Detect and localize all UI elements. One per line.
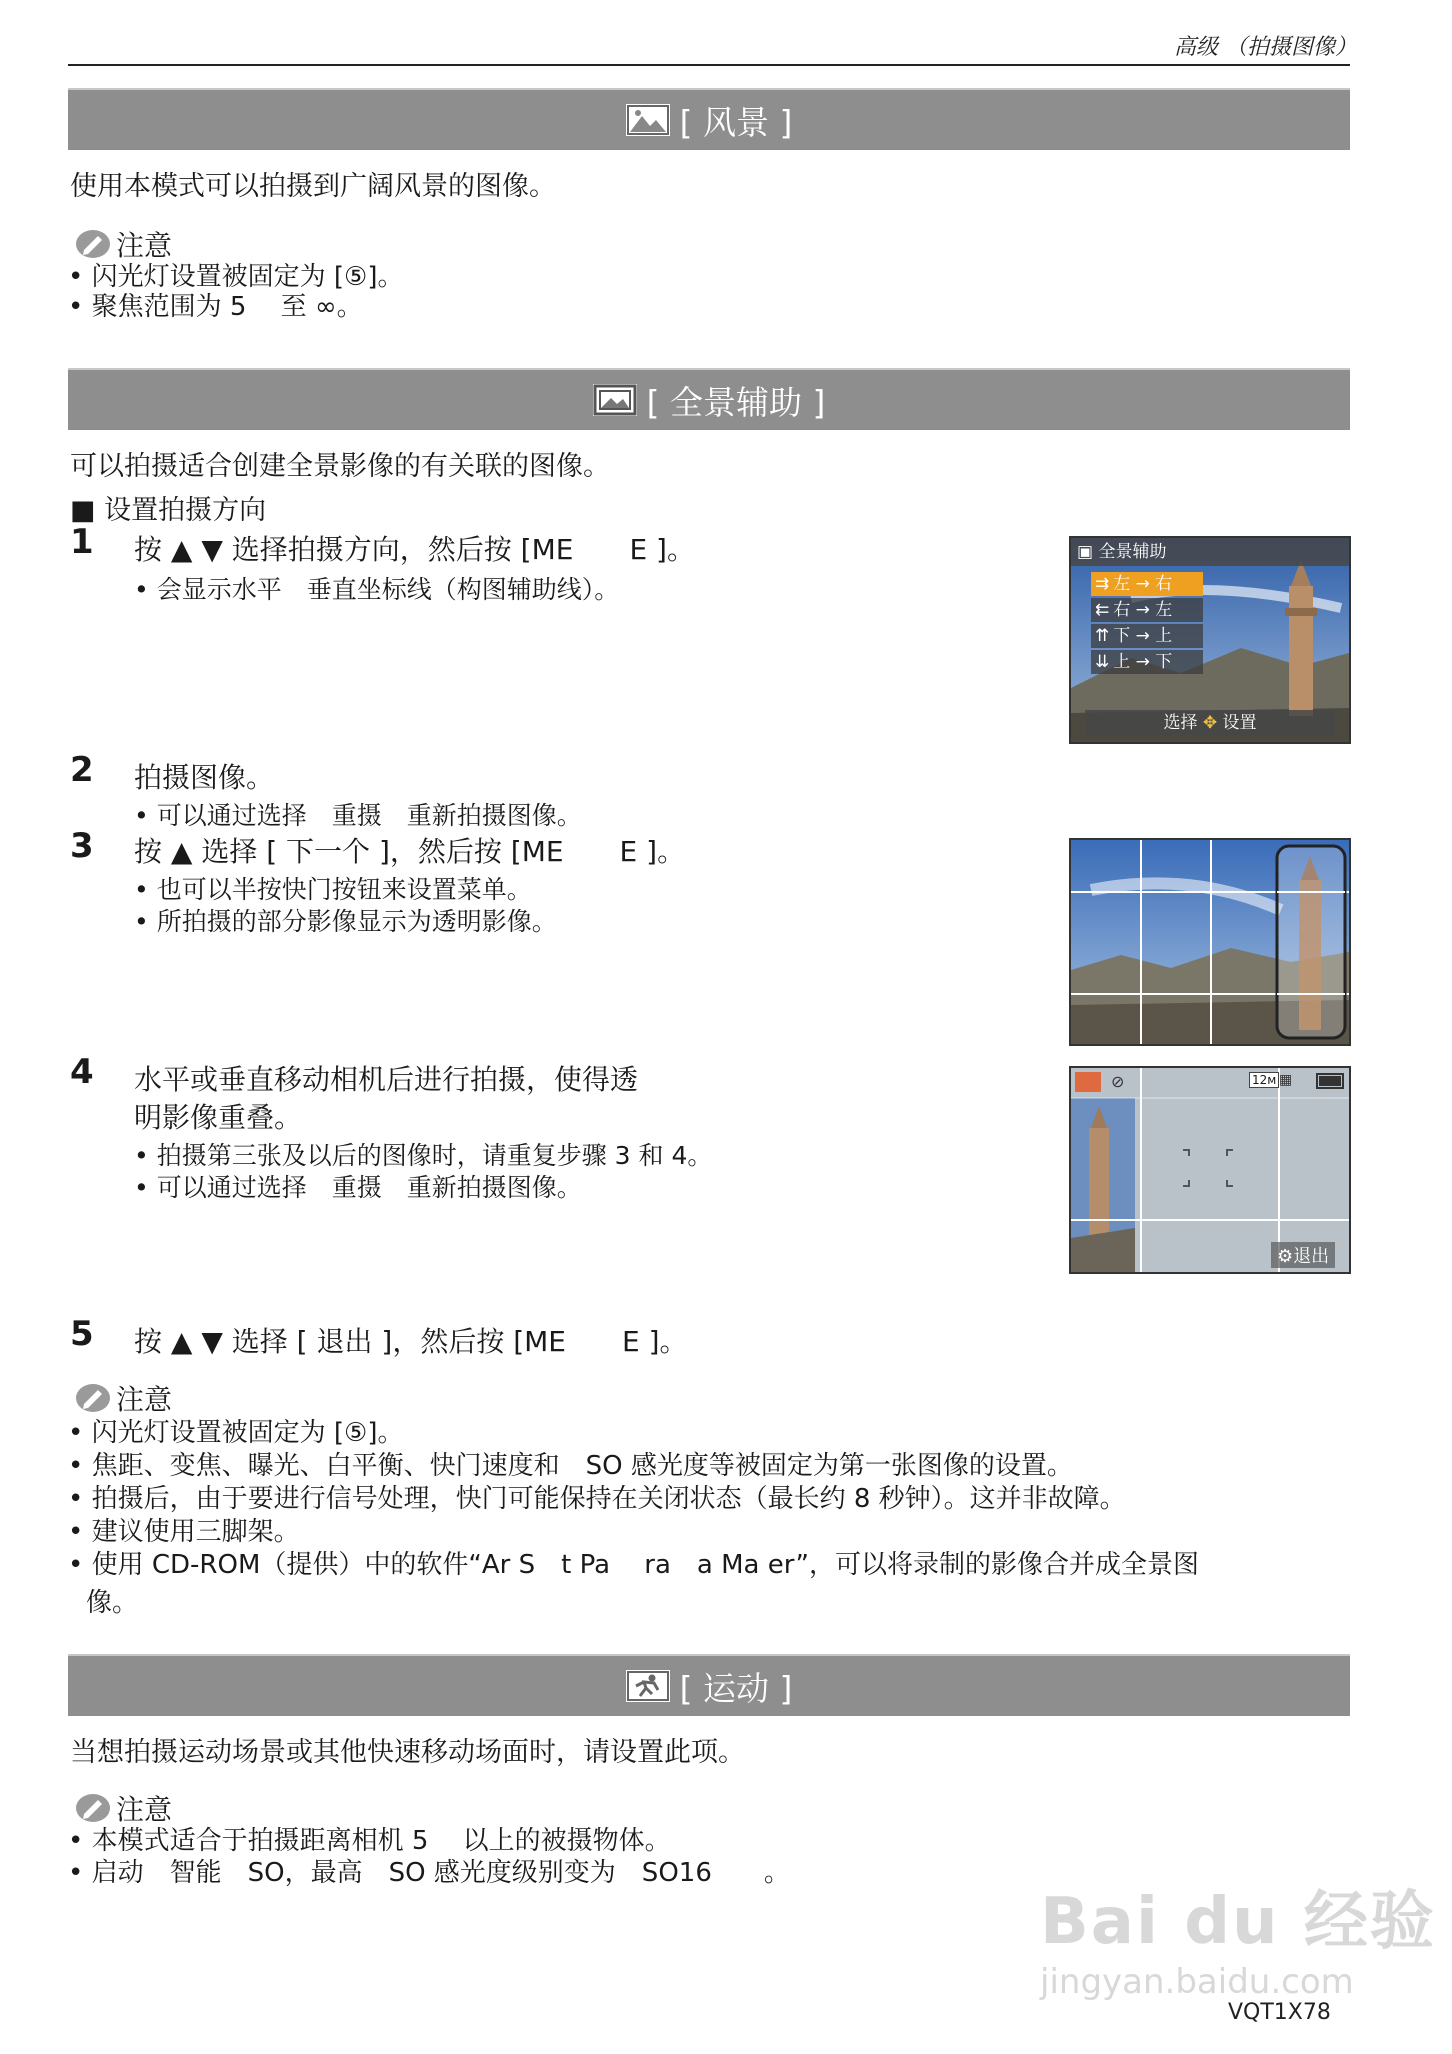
sports-note-2: • 启动 智能 SO，最高 SO 感光度级别变为 SO16 。 [68, 1858, 790, 1888]
step-text-continued: 明影像重叠。 [134, 1101, 303, 1134]
quality-icon: ▦ [1279, 1072, 1293, 1088]
step-number: 5 [70, 1314, 94, 1354]
page-code: VQT1X78 [1228, 2000, 1331, 2025]
note-label: 注意 [116, 1383, 173, 1416]
page-header-title: 高级 （拍摄图像） [1174, 35, 1357, 60]
panorama-subheading: ■ 设置拍摄方向 [70, 495, 267, 526]
step-sub: • 所拍摄的部分影像显示为透明影像。 [134, 902, 557, 938]
baidu-watermark-logo: Bai du 经验 [1040, 1885, 1436, 1959]
option-label: 左 → 右 [1113, 574, 1173, 594]
exit-label: 退出 [1293, 1246, 1330, 1267]
screen-footer [1085, 710, 1335, 736]
section-title-panorama: [ 全景辅助 ] [646, 382, 826, 422]
note-pencil-icon [74, 1792, 112, 1824]
step-sub: • 会显示水平 垂直坐标线（构图辅助线）。 [134, 570, 619, 606]
arrow-up-icon: ⇈ [1095, 626, 1110, 646]
panorama-note-5-continued: 像。 [86, 1588, 139, 1618]
camera-screen-shooting [1069, 1066, 1351, 1274]
sports-note-1: • 本模式适合于拍摄距离相机 5 以上的被摄物体。 [68, 1826, 671, 1856]
landscape-description: 使用本模式可以拍摄到广阔风景的图像。 [70, 171, 556, 202]
step-sub: • 拍摄第三张及以后的图像时，请重复步骤 3 和 4。 [134, 1136, 712, 1172]
flash-off-icon: ⊘ [1111, 1072, 1125, 1091]
direction-option[interactable] [1091, 598, 1203, 622]
panorama-small-icon: ▣ [1077, 542, 1094, 562]
section-title-landscape: [ 风景 ] [679, 102, 793, 142]
direction-option[interactable] [1091, 650, 1203, 674]
step-text: 按 ▲ 选择 [ 下一个 ]，然后按 [ME E ]。 [134, 835, 686, 868]
step-number: 2 [70, 750, 94, 790]
note-label: 注意 [116, 1793, 173, 1826]
section-bar-sports [68, 1656, 1350, 1716]
resolution-badge: 12м [1249, 1072, 1279, 1088]
footer-select: 选择 [1163, 713, 1198, 733]
dpad-icon: ✥ [1202, 713, 1218, 733]
screen-title: 全景辅助 [1098, 542, 1167, 562]
menu-icon: ⚙ [1277, 1246, 1294, 1267]
section-title-sports: [ 运动 ] [679, 1668, 793, 1708]
header-rule [68, 64, 1350, 66]
arrow-down-icon: ⇊ [1095, 652, 1110, 672]
section-bar-landscape [68, 90, 1350, 150]
panorama-note-5: • 使用 CD-ROM（提供）中的软件“Ar S t Pa ra a Ma er”，可以将录制的影像合并成全景图 [68, 1550, 1199, 1580]
landscape-note-2: • 聚焦范围为 5 至 ∞。 [68, 292, 363, 322]
footer-set: 设置 [1222, 713, 1257, 733]
note-heading [74, 1788, 172, 1828]
step-number: 1 [70, 522, 94, 562]
step-number: 4 [70, 1052, 94, 1092]
sports-mode-icon [626, 1670, 670, 1702]
note-pencil-icon [74, 1382, 112, 1414]
camera-screen-direction-menu [1069, 536, 1351, 744]
panorama-note-1: • 闪光灯设置被固定为 [⑤]。 [68, 1418, 403, 1448]
step-sub: • 也可以半按快门按钮来设置菜单。 [134, 870, 532, 906]
option-label: 上 → 下 [1113, 652, 1173, 672]
option-label: 下 → 上 [1113, 626, 1173, 646]
baidu-watermark-url: jingyan.baidu.com [1040, 1962, 1354, 2002]
exit-hint [1271, 1242, 1335, 1268]
step-text: 按 ▲ ▼ 选择拍摄方向，然后按 [ME E ]。 [134, 533, 695, 566]
note-pencil-icon [74, 228, 112, 260]
step-text: 拍摄图像。 [134, 761, 275, 794]
panorama-note-3: • 拍摄后，由于要进行信号处理，快门可能保持在关闭状态（最长约 8 秒钟）。这并非故障。 [68, 1484, 1126, 1514]
step-number: 3 [70, 826, 94, 866]
direction-option[interactable] [1091, 624, 1203, 648]
panorama-note-2: • 焦距、变焦、曝光、白平衡、快门速度和 SO 感光度等被固定为第一张图像的设置。 [68, 1451, 1073, 1481]
step-sub: • 可以通过选择 重摄 重新拍摄图像。 [134, 796, 582, 832]
screen-grid-photo [1071, 840, 1349, 1044]
note-heading [74, 224, 172, 264]
arrow-right-icon: ⇉ [1095, 574, 1110, 594]
option-label: 右 → 左 [1113, 600, 1173, 620]
panorama-mode-icon [593, 384, 637, 416]
landscape-note-1: • 闪光灯设置被固定为 [⑤]。 [68, 262, 403, 292]
panorama-note-4: • 建议使用三脚架。 [68, 1517, 300, 1547]
panorama-description: 可以拍摄适合创建全景影像的有关联的图像。 [70, 451, 610, 482]
direction-option-selected[interactable] [1091, 572, 1203, 596]
step-sub: • 可以通过选择 重摄 重新拍摄图像。 [134, 1168, 582, 1204]
note-heading [74, 1378, 172, 1418]
section-bar-panorama [68, 370, 1350, 430]
sports-description: 当想拍摄运动场景或其他快速移动场面时，请设置此项。 [70, 1737, 745, 1768]
landscape-mode-icon [626, 104, 670, 136]
note-label: 注意 [116, 229, 173, 262]
camera-screen-grid-overlay [1069, 838, 1351, 1046]
arrow-left-icon: ⇇ [1095, 600, 1110, 620]
step-text: 水平或垂直移动相机后进行拍摄，使得透 [134, 1063, 639, 1096]
step-text: 按 ▲ ▼ 选择 [ 退出 ]，然后按 [ME E ]。 [134, 1325, 688, 1358]
screen-title-bar [1071, 538, 1349, 566]
